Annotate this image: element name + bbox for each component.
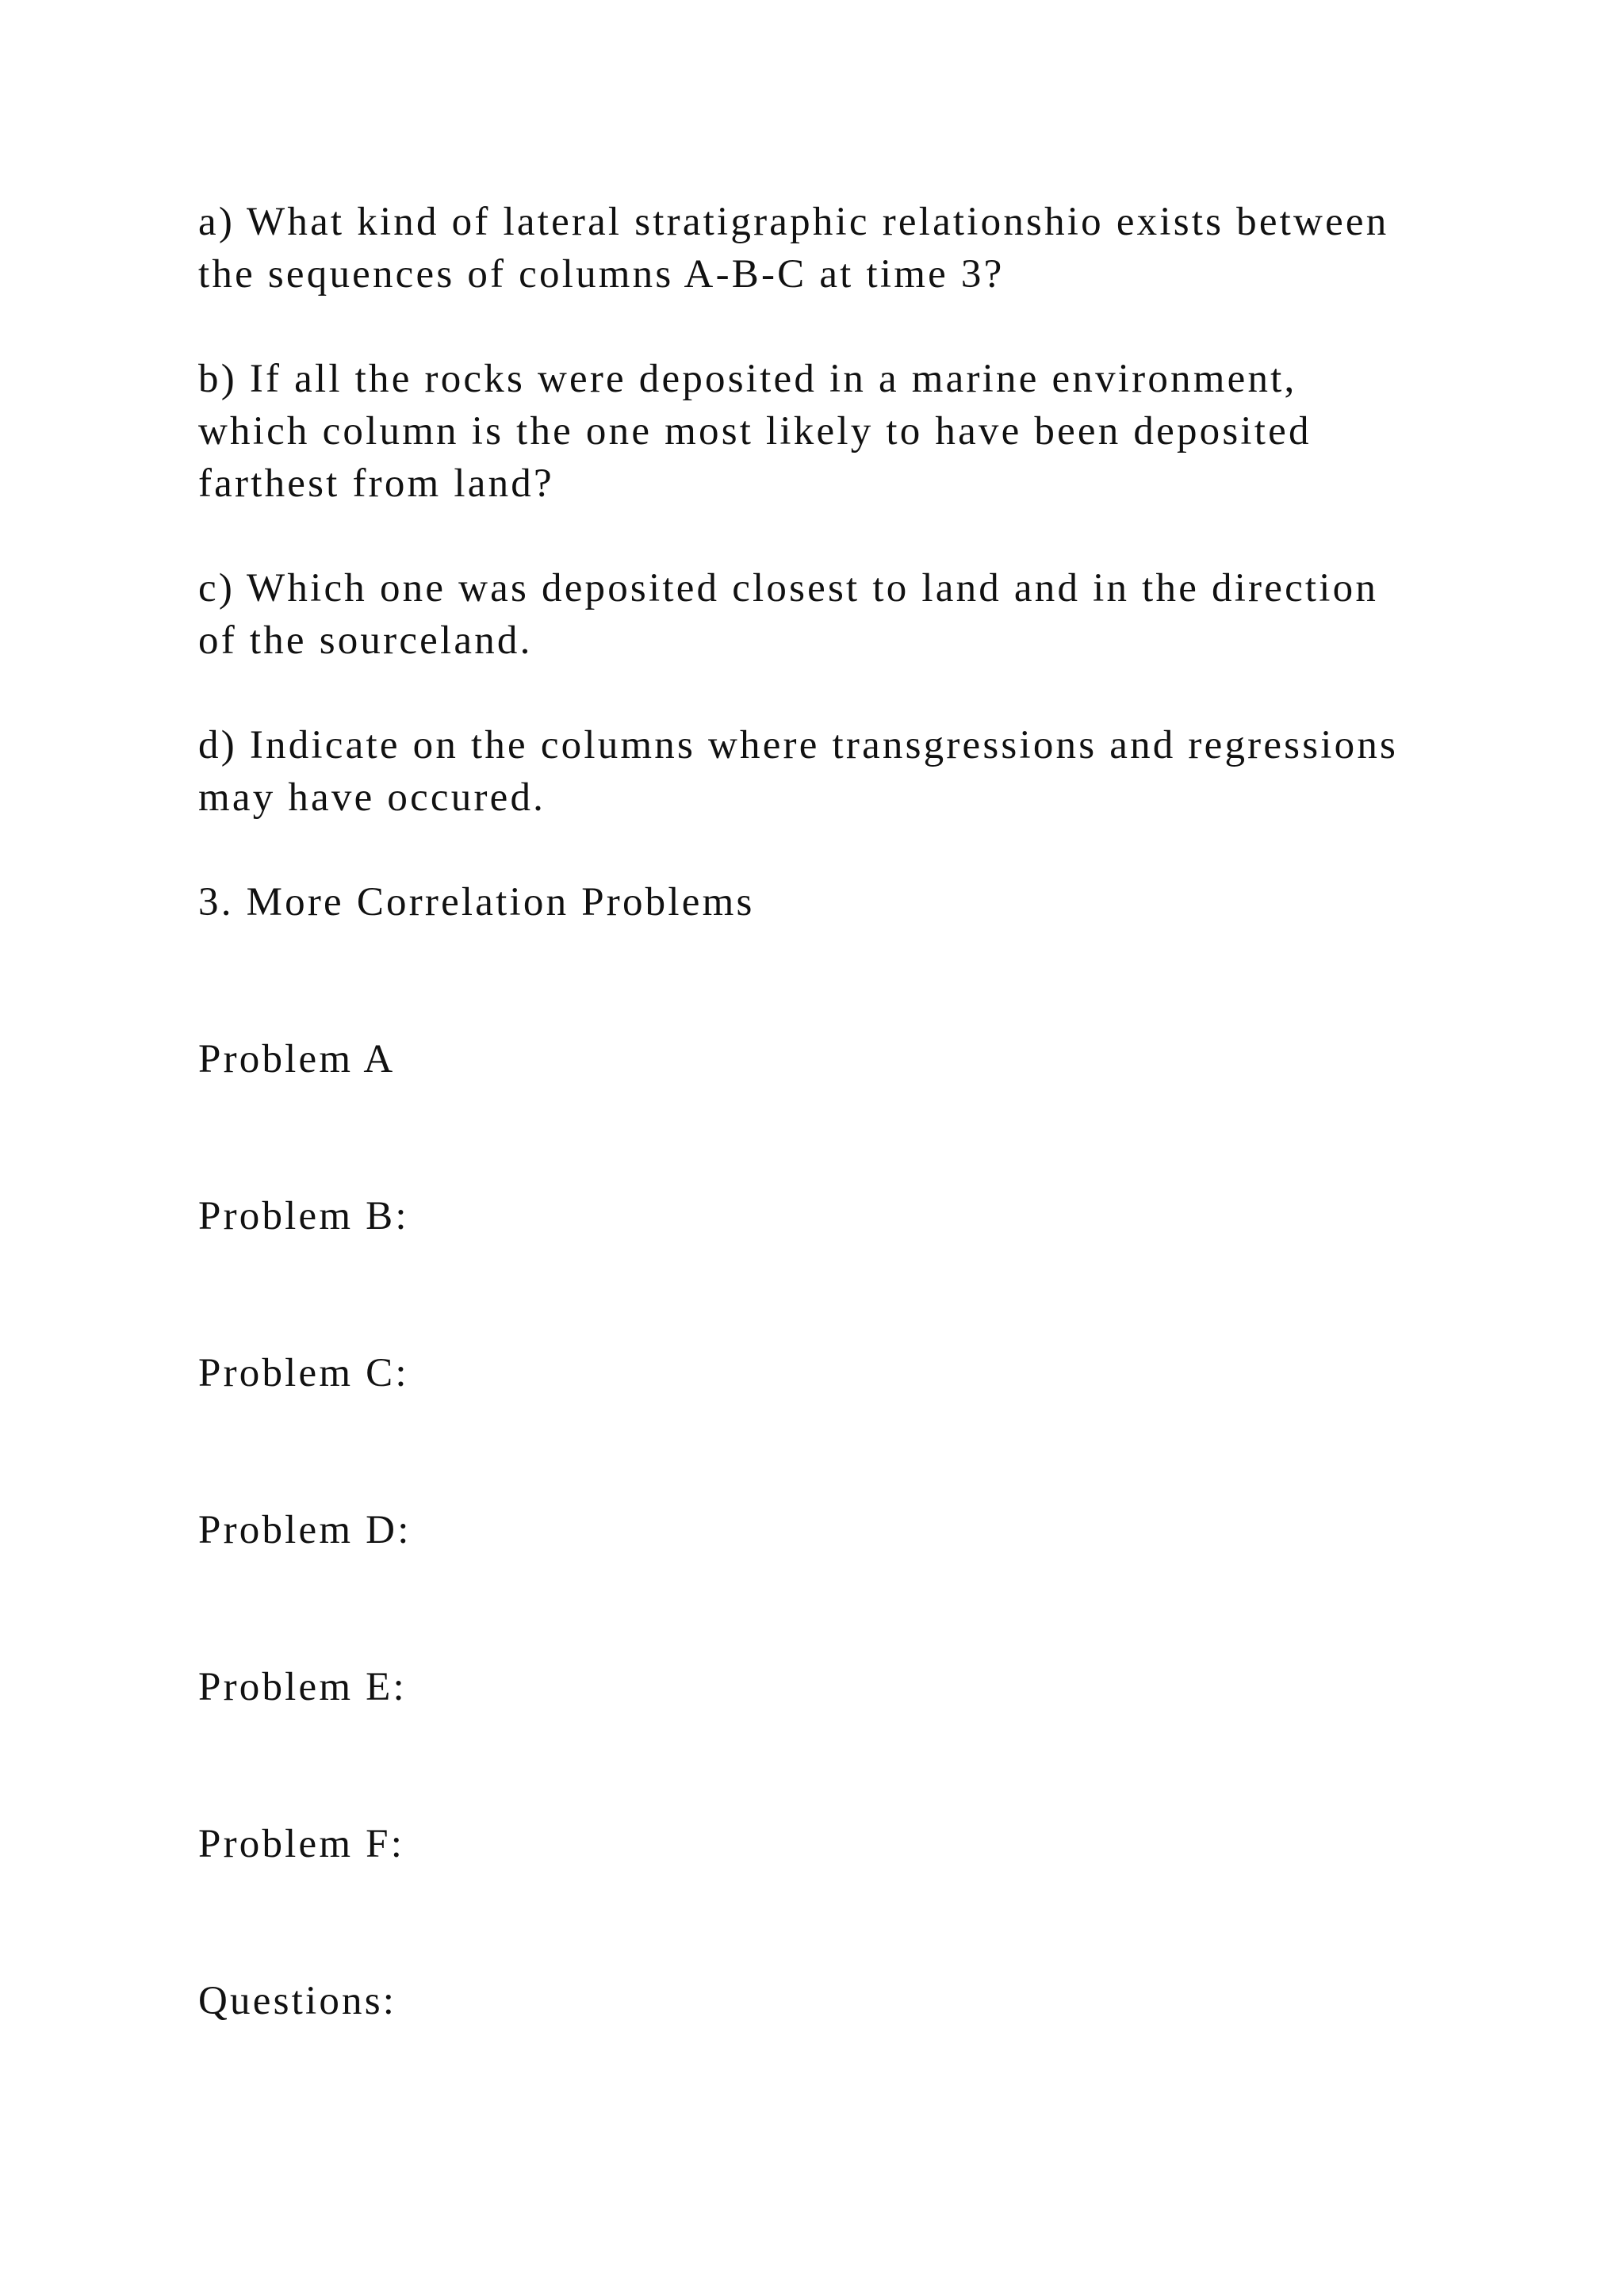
problem-c-label: Problem C: (198, 1351, 409, 1395)
section-heading: 3. More Correlation Problems (198, 880, 755, 924)
problem-a-label: Problem A (198, 1037, 396, 1081)
question-a-line-2: the sequences of columns A-B-C at time 3? (198, 252, 1005, 297)
question-a-line-1: a) What kind of lateral stratigraphic relationshio exists between (198, 200, 1389, 244)
problem-d-label: Problem D: (198, 1508, 412, 1552)
question-b-line-1: b) If all the rocks were deposited in a marine environment, (198, 357, 1297, 401)
question-b-line-2: which column is the one most likely to have been deposited (198, 409, 1312, 453)
problem-e-label: Problem E: (198, 1665, 407, 1709)
question-c-line-1: c) Which one was deposited closest to land and in the direction (198, 566, 1379, 610)
question-d-line-2: may have occured. (198, 775, 546, 820)
problem-f-label: Problem F: (198, 1822, 405, 1866)
question-c-line-2: of the sourceland. (198, 618, 533, 663)
question-b-line-3: farthest from land? (198, 461, 554, 506)
problem-b-label: Problem B: (198, 1194, 409, 1238)
question-d-line-1: d) Indicate on the columns where transgressions and regressions (198, 723, 1399, 767)
questions-label: Questions: (198, 1979, 397, 2023)
